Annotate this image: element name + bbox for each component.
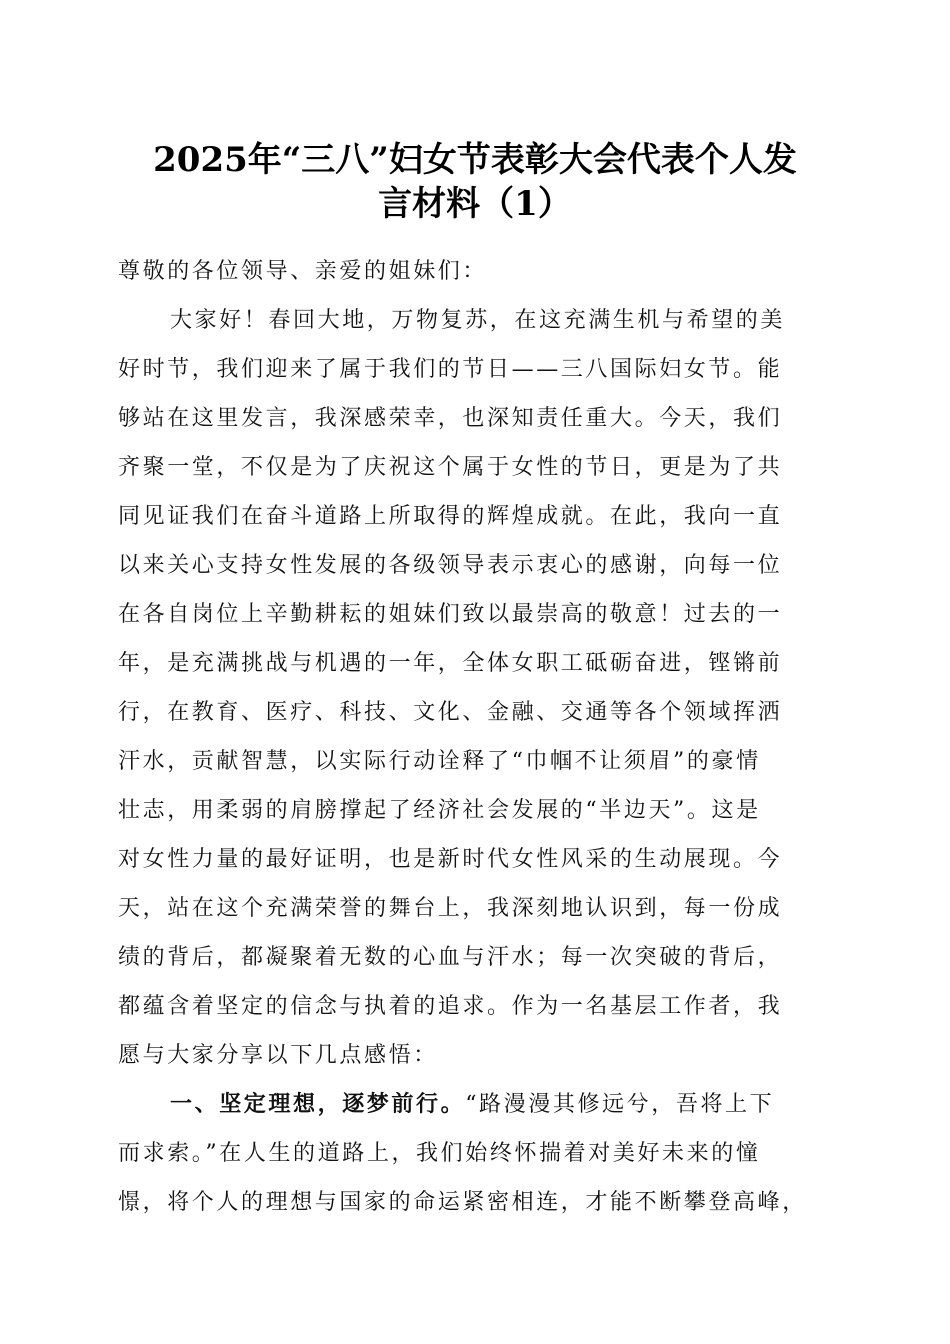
paragraph-line: 都蕴含着坚定的信念与执着的追求。作为一名基层工作者，我 xyxy=(118,994,783,1019)
paragraph-line: 对女性力量的最好证明，也是新时代女性风采的生动展现。今 xyxy=(118,847,783,872)
paragraph-line: 同见证我们在奋斗道路上所取得的辉煌成就。在此，我向一直 xyxy=(118,504,783,529)
paragraph-line: 年，是充满挑战与机遇的一年，全体女职工砥砺奋进，铿锵前 xyxy=(118,651,783,676)
paragraph-line: 绩的背后，都凝聚着无数的心血与汗水；每一次突破的背后， xyxy=(118,945,783,970)
paragraph-line: 在各自岗位上辛勤耕耘的姐妹们致以最崇高的敬意！过去的一 xyxy=(118,602,783,627)
document-title xyxy=(100,138,850,226)
paragraph-line: 壮志，用柔弱的肩膀撑起了经济社会发展的“半边天”。这是 xyxy=(118,798,761,823)
title-line-2: 言材料（1） xyxy=(378,184,572,224)
paragraph-line: 汗水，贡献智慧，以实际行动诠释了“巾帼不让须眉”的豪情 xyxy=(118,749,761,774)
paragraph-line: 大家好！春回大地，万物复苏，在这充满生机与希望的美 xyxy=(170,308,786,333)
paragraph-line: 够站在这里发言，我深感荣幸，也深知责任重大。今天，我们 xyxy=(118,406,783,431)
salutation: 尊敬的各位领导、亲爱的姐妹们： xyxy=(118,259,488,284)
paragraph-line: 憬，将个人的理想与国家的命运紧密相连，才能不断攀登高峰， xyxy=(118,1190,807,1215)
paragraph-line: 行，在教育、医疗、科技、文化、金融、交通等各个领域挥洒 xyxy=(118,700,783,725)
section-1-quote: “路漫漫其修远兮，吾将上下 xyxy=(465,1092,775,1117)
section-1-heading: 一、坚定理想，逐梦前行。 xyxy=(170,1092,466,1117)
paragraph-line: 而求索。”在人生的道路上，我们始终怀揣着对美好未来的憧 xyxy=(118,1141,761,1166)
title-line-1: 2025年“三八”妇女节表彰大会代表个人发 xyxy=(153,140,797,180)
paragraph-line: 愿与大家分享以下几点感悟： xyxy=(118,1043,438,1068)
section-1-first-line xyxy=(170,1087,774,1123)
paragraph-line: 天，站在这个充满荣誉的舞台上，我深刻地认识到，每一份成 xyxy=(118,896,783,921)
paragraph-line: 齐聚一堂，不仅是为了庆祝这个属于女性的节日，更是为了共 xyxy=(118,455,783,480)
paragraph-line: 好时节，我们迎来了属于我们的节日——三八国际妇女节。能 xyxy=(118,357,783,382)
paragraph-line: 以来关心支持女性发展的各级领导表示衷心的感谢，向每一位 xyxy=(118,553,783,578)
